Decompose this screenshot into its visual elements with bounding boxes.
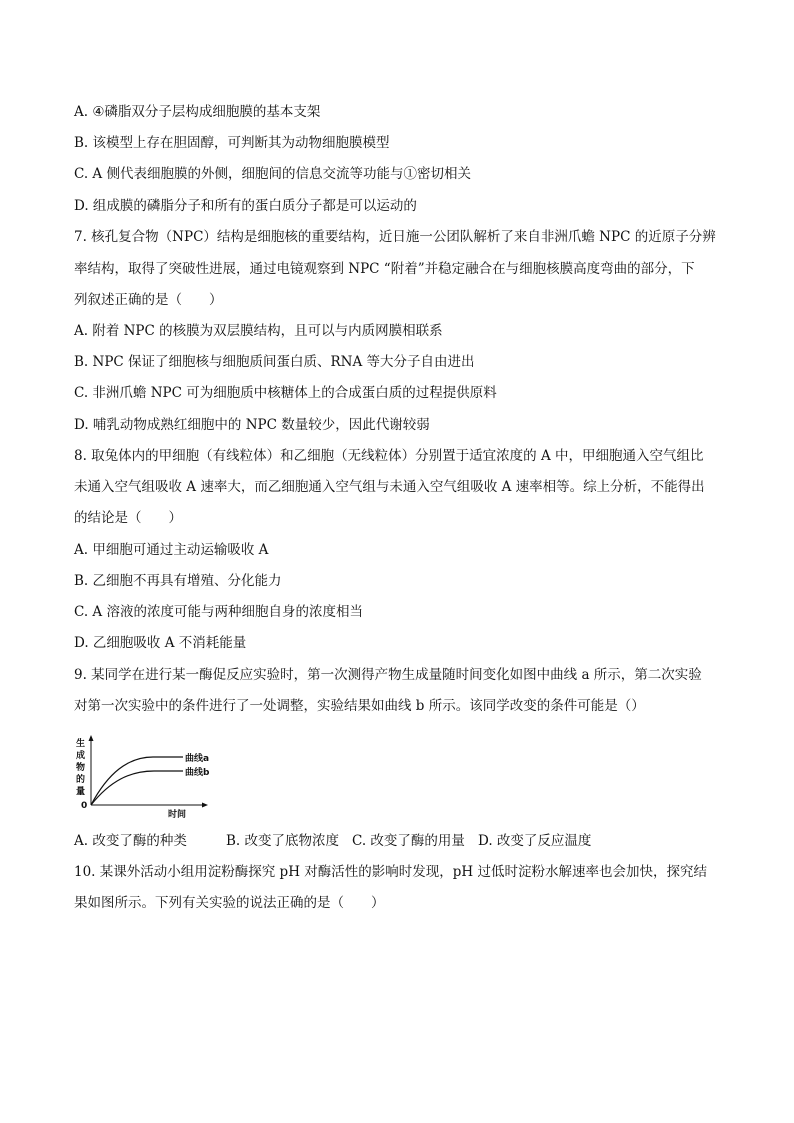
q6-option-d: D. 组成膜的磷脂分子和所有的蛋白质分子都是可以运动的 (74, 198, 417, 214)
y-axis-label (76, 737, 85, 797)
curve-b-label: 曲线b (185, 768, 210, 778)
q8-stem-line-2: 未通入空气组吸收 A 速率大，而乙细胞通入空气组与未通入空气组吸收 A 速率相等。综上分析，不能得出 (74, 479, 705, 495)
q9-stem-line-2: 对第一次实验中的条件进行了一处调整，实验结果如曲线 b 所示。该同学改变的条件可能是（） (74, 698, 645, 714)
q8-option-d: D. 乙细胞吸收 A 不消耗能量 (74, 635, 247, 651)
curve-b (91, 771, 183, 805)
q6-option-c: C. A 侧代表细胞膜的外侧，细胞间的信息交流等功能与①密切相关 (74, 166, 471, 182)
q8-option-c: C. A 溶液的浓度可能与两种细胞自身的浓度相当 (74, 604, 363, 620)
y-axis-arrow (89, 735, 94, 741)
q10-stem-line-1: 10. 某课外活动小组用淀粉酶探究 pH 对酶活性的影响时发现，pH 过低时淀粉水解速率也会加快，探究结 (74, 864, 707, 880)
q9-option-a: A. 改变了酶的种类 (74, 833, 187, 849)
q7-option-d: D. 哺乳动物成熟红细胞中的 NPC 数量较少，因此代谢较弱 (74, 417, 430, 433)
q9-option-d: D. 改变了反应温度 (478, 833, 592, 849)
y-label-char: 生 (76, 739, 86, 749)
q10-stem-line-2: 果如图所示。下列有关实验的说法正确的是（ ） (74, 895, 385, 911)
q7-option-a: A. 附着 NPC 的核膜为双层膜结构，且可以与内质网膜相联系 (74, 323, 443, 339)
q7-option-c: C. 非洲爪蟾 NPC 可为细胞质中核糖体上的合成蛋白质的过程提供原料 (74, 385, 497, 401)
q9-stem-line-1: 9. 某同学在进行某一酶促反应实验时，第一次测得产物生成量随时间变化如图中曲线 a 所示，第二次实验 (74, 667, 702, 683)
q8-stem-line-3: 的结论是（ ） (74, 510, 182, 526)
y-label-char: 量 (76, 787, 86, 797)
y-label-char: 成 (76, 751, 86, 761)
q8-stem-line-1: 8. 取兔体内的甲细胞（有线粒体）和乙细胞（无线粒体）分别置于适宜浓度的 A 中，甲细胞通入空气组比 (74, 448, 704, 464)
q9-option-c: C. 改变了酶的用量 (352, 833, 465, 849)
x-axis-arrow (202, 803, 208, 808)
q9-figure (70, 735, 220, 820)
origin-label: 0 (81, 801, 88, 811)
q7-stem-line-3: 列叙述正确的是（ ） (74, 292, 223, 308)
q6-option-b: B. 该模型上存在胆固醇，可判断其为动物细胞膜模型 (74, 135, 390, 151)
q8-option-b: B. 乙细胞不再具有增殖、分化能力 (74, 573, 282, 589)
x-axis-label: 时间 (168, 810, 187, 820)
curve-a (91, 757, 183, 805)
q9-option-b: B. 改变了底物浓度 (226, 833, 340, 849)
q6-option-a: A. ④磷脂双分子层构成细胞膜的基本支架 (74, 104, 321, 120)
q7-stem-line-1: 7. 核孔复合物（NPC）结构是细胞核的重要结构，近日施一公团队解析了来自非洲爪蟾 NPC 的近原子分辨 (74, 229, 716, 245)
y-label-char: 的 (76, 775, 86, 785)
q7-stem-line-2: 率结构，取得了突破性进展，通过电镜观察到 NPC “附着”并稳定融合在与细胞核膜高度弯曲的部分，下 (74, 261, 695, 277)
q7-option-b: B. NPC 保证了细胞核与细胞质间蛋白质、RNA 等大分子自由进出 (74, 354, 475, 370)
q8-option-a: A. 甲细胞可通过主动运输吸收 A (74, 542, 269, 558)
y-label-char: 物 (76, 763, 86, 773)
curve-a-label: 曲线a (185, 754, 210, 764)
